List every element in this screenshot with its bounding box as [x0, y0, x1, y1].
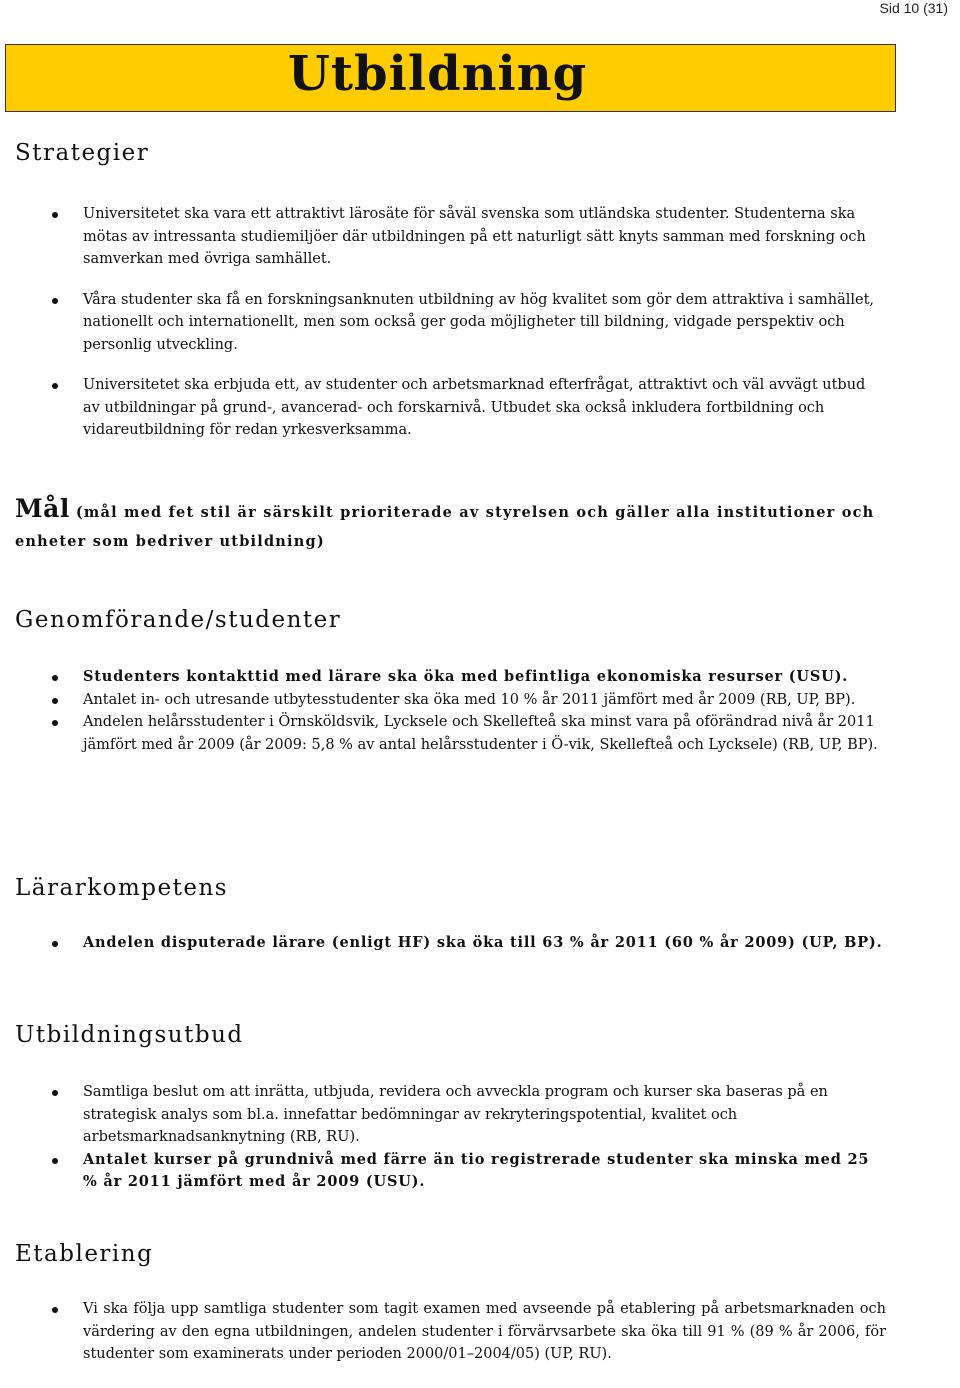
list-item-text: Andelen helårsstudenter i Örnsköldsvik, Lycksele och Skellefteå ska minst vara på oförändrad nivå år 2011 jämfört med år 2009 (år 2009: 5,8 % av antal helårsstudenter i Ö-vik, Skellefteå och Lycksele) (RB, UP, BP).	[83, 714, 878, 753]
list-item-text: Universitetet ska erbjuda ett, av studenter och arbetsmarknad efterfrågat, attraktivt och väl avvägt utbud av utbildningar på grund-, avancerad- och forskarnivå. Utbudet ska också inkludera fortbildning och vidareutbildning för redan yrkesverksamma.	[83, 377, 866, 438]
bullet-icon	[52, 1158, 58, 1164]
bullet-icon	[52, 383, 58, 389]
bullet-icon	[52, 1307, 58, 1313]
section-heading-lararkompetens: Lärarkompetens	[15, 875, 229, 901]
section-heading-mal: Mål	[15, 494, 70, 523]
bullet-icon	[52, 720, 58, 726]
list-item-text: Antalet in- och utresande utbytesstudenter ska öka med 10 % år 2011 jämfört med år 2009 (RB, UP, BP).	[83, 691, 856, 708]
utbildningsutbud-list	[0, 1081, 886, 1194]
list-item	[0, 666, 886, 689]
list-item	[0, 1081, 886, 1149]
list-item-text: Studenters kontakttid med lärare ska öka med befintliga ekonomiska resurser (USU).	[83, 668, 849, 685]
mal-note: (mål med fet stil är särskilt prioriterade av styrelsen och gäller alla institutioner och enheter som bedriver utbildning)	[15, 504, 875, 550]
genomforande-list	[0, 666, 886, 756]
list-item	[0, 1298, 886, 1366]
list-item	[0, 1149, 886, 1194]
list-item	[0, 374, 886, 442]
page-title: Utbildning	[288, 46, 588, 102]
section-heading-utbildningsutbud: Utbildningsutbud	[15, 1022, 244, 1048]
etablering-list	[0, 1298, 886, 1366]
page-number: Sid 10 (31)	[879, 0, 948, 16]
lararkompetens-list	[0, 932, 886, 955]
list-item-text: Vi ska följa upp samtliga studenter som tagit examen med avseende på etablering på arbetsmarknaden och värdering av den egna utbildningen, andelen studenter i förvärvsarbete ska öka till 91 % (89 % år 2006, för studenter som examinerats under perioden 2000/01–2004/05) (UP, RU).	[83, 1301, 886, 1362]
bullet-icon	[52, 298, 58, 304]
bullet-icon	[52, 1090, 58, 1096]
bullet-icon	[52, 675, 58, 681]
mal-block	[15, 495, 895, 556]
bullet-icon	[52, 698, 58, 704]
bullet-icon	[52, 212, 58, 218]
strategier-list	[0, 203, 886, 442]
list-item	[0, 711, 886, 756]
list-item-text: Universitetet ska vara ett attraktivt lärosäte för såväl svenska som utländska studenter. Studenterna ska mötas av intressanta studiemiljöer där utbildningen på ett naturligt sätt knyts samman med forskning och samverkan med övriga samhället.	[83, 206, 866, 267]
bullet-icon	[52, 941, 58, 947]
list-item-text: Våra studenter ska få en forskningsanknuten utbildning av hög kvalitet som gör dem attraktiva i samhället, nationellt och internationellt, men som också ger goda möjligheter till bildning, vidgade perspektiv och personlig utveckling.	[83, 291, 875, 353]
list-item-text: Andelen disputerade lärare (enligt HF) ska öka till 63 % år 2011 (60 % år 2009) (UP, BP).	[83, 934, 883, 951]
list-item	[0, 689, 886, 712]
list-item-text: Antalet kurser på grundnivå med färre än tio registrerade studenter ska minska med 25 % år 2011 jämfört med år 2009 (USU).	[83, 1150, 870, 1190]
section-heading-etablering: Etablering	[15, 1241, 154, 1267]
list-item-text: Samtliga beslut om att inrätta, utbjuda, revidera och avveckla program och kurser ska baseras på en strategisk analys som bl.a. innefattar bedömningar av rekryteringspotential, kvalitet och arbetsmarknadsanknytning (RB, RU).	[83, 1084, 828, 1145]
list-item	[0, 932, 886, 955]
list-item	[0, 289, 886, 357]
section-heading-strategier: Strategier	[15, 140, 150, 166]
section-heading-genomforande: Genomförande/studenter	[15, 607, 342, 633]
list-item	[0, 203, 886, 271]
